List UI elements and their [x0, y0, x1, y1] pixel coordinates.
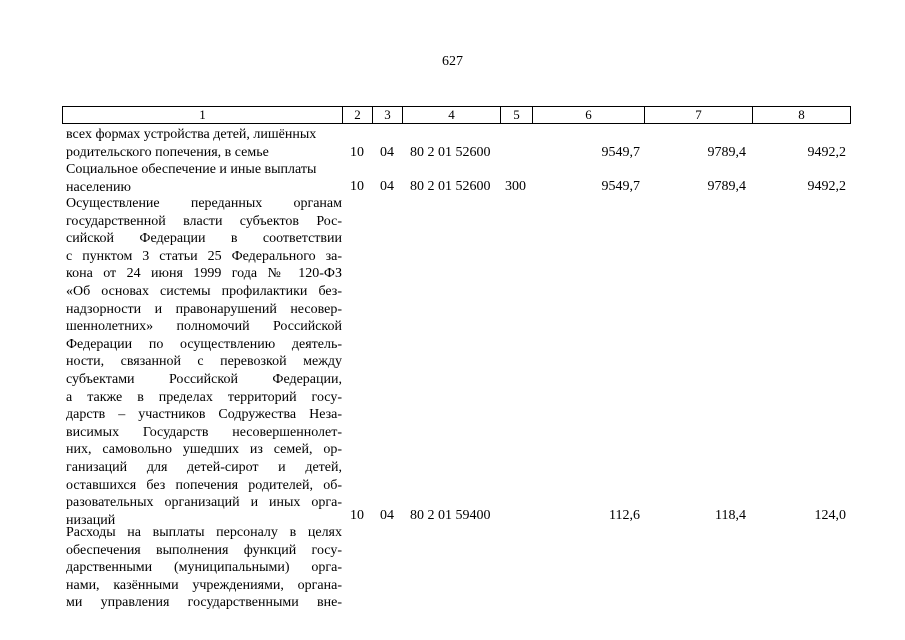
header-col-7: 7: [644, 106, 753, 124]
text-line: Социальное обеспечение и иные выплаты: [66, 162, 317, 177]
text-line: субъектами Российской Федерации,: [66, 371, 342, 387]
text-line: ности, связанной с перевозкой между: [66, 354, 342, 370]
row-3-section: 10: [350, 508, 364, 523]
row-1-subsection: 04: [380, 145, 394, 160]
row-2-col7-value: 9789,4: [707, 179, 746, 194]
header-col-5: 5: [500, 106, 533, 124]
text-line: надзорности и правонарушений несовер-: [66, 301, 342, 317]
row-2-expense-type: 300: [505, 179, 526, 194]
row-3-col8-value: 124,0: [814, 508, 846, 523]
header-col-4: 4: [402, 106, 501, 124]
row-2-target-code: 80 2 01 52600: [410, 179, 491, 194]
text-line: обеспечения выполнения функций госу-: [66, 542, 342, 558]
text-line: а также в пределах территорий госу-: [66, 389, 342, 405]
row-1-col6-value: 9549,7: [601, 145, 640, 160]
text-line: шеннолетних» полномочий Российской: [66, 319, 342, 335]
header-col-8: 8: [752, 106, 851, 124]
row-1-target-code: 80 2 01 52600: [410, 145, 491, 160]
text-line: разовательных организаций и иных орга-: [66, 495, 342, 511]
text-line: населению: [66, 179, 131, 195]
row-4-description: [66, 524, 342, 612]
text-line: ми управления государственными вне-: [66, 595, 342, 611]
row-1-col8-value: 9492,2: [807, 145, 846, 160]
text-line: Осуществление переданных органам: [66, 196, 342, 211]
text-line: родительского попечения, в семье: [66, 144, 269, 160]
row-2-col8-value: 9492,2: [807, 179, 846, 194]
row-2-section: 10: [350, 179, 364, 194]
text-line: Расходы на выплаты персоналу в целях: [66, 525, 342, 540]
row-1-col7-value: 9789,4: [707, 145, 746, 160]
text-line: дарств – участников Содружества Неза-: [66, 407, 342, 423]
row-2-description: [66, 161, 342, 196]
row-3-col6-value: 112,6: [609, 508, 640, 523]
row-1-section: 10: [350, 145, 364, 160]
row-1-description: [66, 126, 342, 161]
row-3-target-code: 80 2 01 59400: [410, 508, 491, 523]
text-line: сийской Федерации в соответствии: [66, 231, 342, 247]
text-line: государственной власти субъектов Рос-: [66, 213, 342, 229]
text-line: кона от 24 июня 1999 года № 120-ФЗ: [66, 266, 342, 282]
header-col-6: 6: [532, 106, 645, 124]
page-number: 627: [442, 54, 463, 69]
row-2-col6-value: 9549,7: [601, 179, 640, 194]
text-line: них, самовольно ушедших из семей, ор-: [66, 442, 342, 458]
text-line: нами, казёнными учреждениями, органа-: [66, 577, 342, 593]
row-2-subsection: 04: [380, 179, 394, 194]
header-col-3: 3: [372, 106, 403, 124]
row-3-description: [66, 195, 342, 529]
text-line: всех формах устройства детей, лишённых: [66, 127, 317, 142]
header-col-2: 2: [342, 106, 373, 124]
row-3-subsection: 04: [380, 508, 394, 523]
text-line: дарственными (муниципальными) орга-: [66, 560, 342, 576]
text-line: оставшихся без попечения родителей, об-: [66, 477, 342, 493]
text-line: с пунктом 3 статьи 25 Федерального за-: [66, 248, 342, 264]
text-line: низаций: [66, 512, 116, 528]
text-line: ганизаций для детей-сирот и детей,: [66, 459, 342, 475]
text-line: Федерации по осуществлению деятель-: [66, 336, 342, 352]
header-col-1: 1: [62, 106, 343, 124]
text-line: «Об основах системы профилактики без-: [66, 283, 342, 299]
text-line: висимых Государств несовершеннолет-: [66, 424, 342, 440]
row-3-col7-value: 118,4: [715, 508, 746, 523]
